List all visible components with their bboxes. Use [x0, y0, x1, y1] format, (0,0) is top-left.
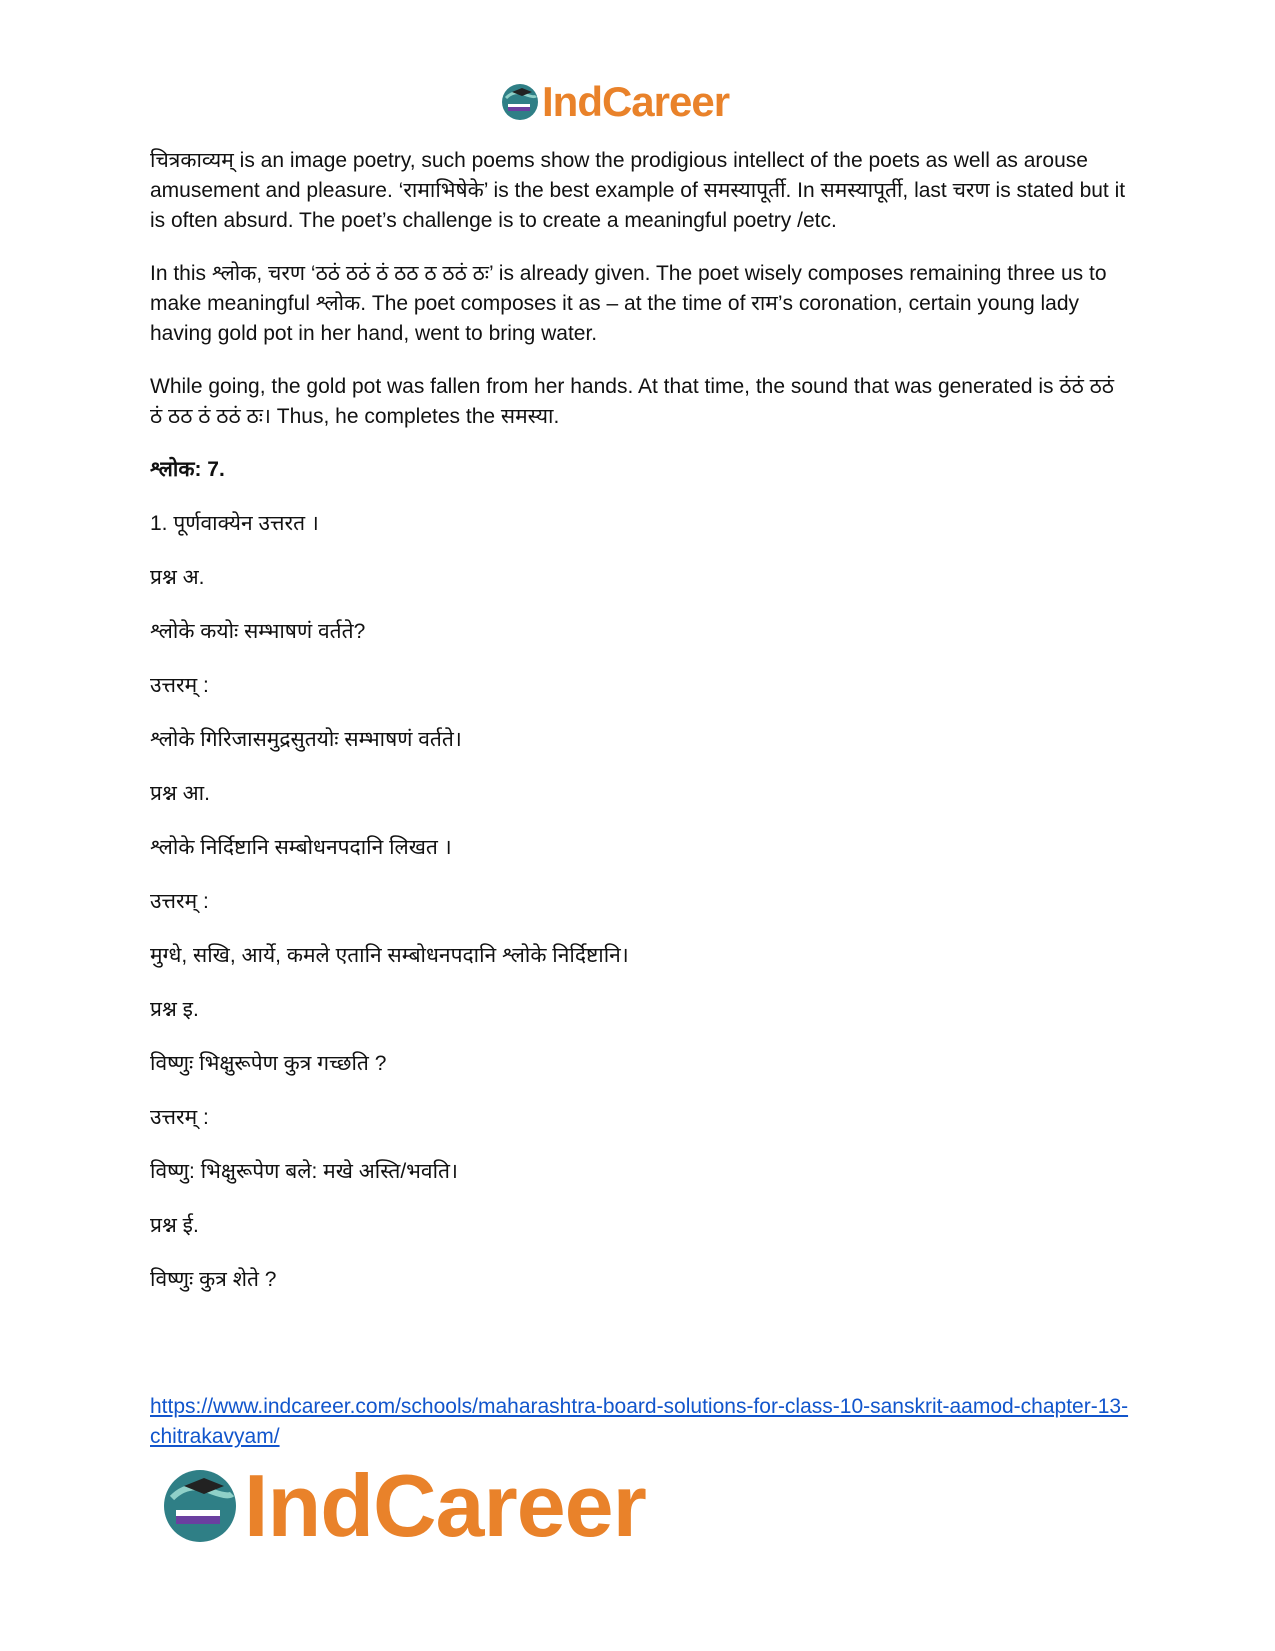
question-label: प्रश्न आ. — [150, 782, 210, 805]
answer-text: मुग्धे, सखि, आर्ये, कमले एतानि सम्बोधनपदानि श्लोके निर्दिष्टानि। — [150, 944, 629, 967]
exercise-heading: 1. पूर्णवाक्येन उत्तरत । — [150, 512, 319, 535]
paragraph: While going, the gold pot was fallen from her hands. At that time, the sound that was generated is ठंठं ठठं ठं ठठ ठं ठठं ठः। Thus, he completes the समस्या. — [150, 375, 1115, 428]
paragraph: चित्रकाव्यम् is an image poetry, such poems show the prodigious intellect of the poets as well as arouse amusement and pleasure. ‘रामाभिषेके’ is the best example of समस्यापूर्ती. In समस्यापूर्ती, last चरण is stated but it is often absurd. The poet’s challenge is to create a meaningful poetry /etc. — [150, 149, 1126, 232]
question-text: विष्णुः कुत्र शेते ? — [150, 1268, 277, 1291]
answer-text: श्लोके गिरिजासमुद्रसुतयोः सम्भाषणं वर्तते। — [150, 728, 462, 751]
document-body — [150, 146, 1130, 1319]
question-label: प्रश्न इ. — [150, 998, 199, 1021]
question-label: प्रश्न ई. — [150, 1214, 199, 1237]
answer-label: उत्तरम् : — [150, 1106, 209, 1129]
question-text: श्लोके निर्दिष्टानि सम्बोधनपदानि लिखत । — [150, 836, 452, 859]
footer-logo — [160, 1458, 720, 1554]
question-text: विष्णुः भिक्षुरूपेण कुत्र गच्छति ? — [150, 1052, 387, 1075]
globe-book-icon — [500, 82, 540, 122]
header-logo — [500, 78, 780, 126]
question-text: श्लोके कयोः सम्भाषणं वर्तते? — [150, 620, 366, 643]
answer-label: उत्तरम् : — [150, 674, 209, 697]
answer-text: विष्णु: भिक्षुरूपेण बले: मखे अस्ति/भवति। — [150, 1160, 458, 1183]
paragraph: In this श्लोक, चरण ‘ठठं ठठं ठं ठठ ठ ठठं ठः’ is already given. The poet wisely composes remaining three us to make meaningful श्लोक. The poet composes it as – at the time of राम’s coronation, certain young lady having gold pot in her hand, went to bring water. — [150, 262, 1107, 345]
source-link[interactable]: https://www.indcareer.com/schools/maharashtra-board-solutions-for-class-10-sanskrit-aamod-chapter-13-chitrakavyam/ — [150, 1395, 1129, 1448]
answer-label: उत्तरम् : — [150, 890, 209, 913]
logo-text: IndCareer — [542, 78, 730, 125]
globe-book-icon — [160, 1466, 240, 1546]
shloka-heading: श्लोक: 7. — [150, 458, 225, 481]
logo-text: IndCareer — [244, 1456, 646, 1555]
question-label: प्रश्न अ. — [150, 566, 205, 589]
